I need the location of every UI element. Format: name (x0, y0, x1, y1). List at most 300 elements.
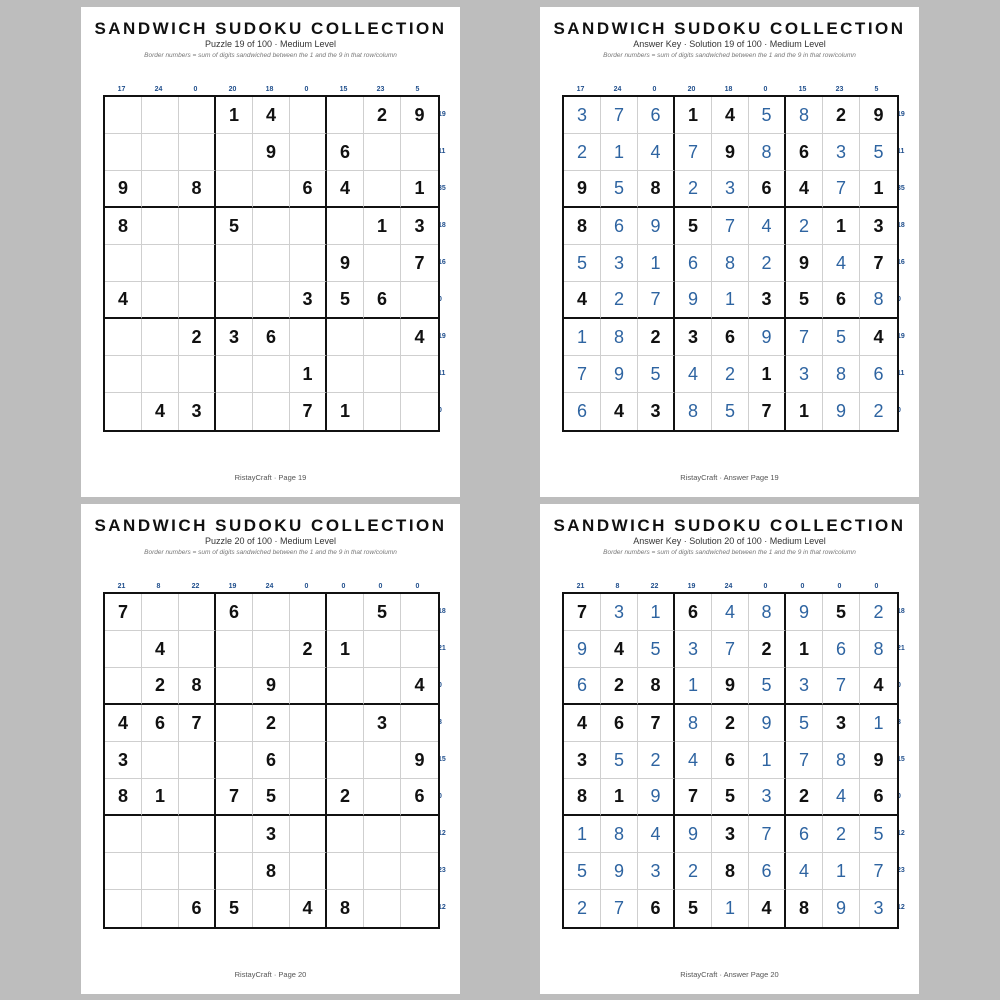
given-cell: 3 (638, 393, 675, 430)
given-cell: 8 (105, 208, 142, 245)
empty-cell (327, 853, 364, 890)
solution-cell: 3 (712, 171, 749, 208)
solution-cell: 3 (601, 594, 638, 631)
given-cell: 6 (364, 282, 401, 319)
solution-cell: 3 (675, 631, 712, 668)
given-cell: 4 (601, 393, 638, 430)
given-cell: 1 (823, 208, 860, 245)
given-cell: 8 (712, 853, 749, 890)
empty-cell (105, 356, 142, 393)
sudoku-grid (562, 592, 899, 929)
given-cell: 6 (712, 742, 749, 779)
empty-cell (327, 97, 364, 134)
empty-cell (105, 245, 142, 282)
given-cell: 2 (601, 668, 638, 705)
row-clue: 12 (897, 904, 905, 911)
empty-cell (179, 245, 216, 282)
column-clue: 0 (763, 86, 768, 93)
row-clue: 19 (897, 111, 905, 118)
column-clue: 0 (304, 583, 309, 590)
column-clue: 23 (835, 86, 844, 93)
empty-cell (401, 631, 438, 668)
solution-cell: 5 (786, 705, 823, 742)
given-cell: 7 (638, 705, 675, 742)
given-cell: 4 (142, 631, 179, 668)
solution-cell: 6 (675, 245, 712, 282)
empty-cell (142, 816, 179, 853)
solution-cell: 8 (786, 97, 823, 134)
empty-cell (401, 853, 438, 890)
given-cell: 2 (327, 779, 364, 816)
given-cell: 3 (253, 816, 290, 853)
empty-cell (216, 668, 253, 705)
row-clue: 0 (438, 793, 442, 800)
empty-cell (327, 319, 364, 356)
column-clue: 22 (650, 583, 659, 590)
solution-cell: 9 (749, 705, 786, 742)
row-clue: 19 (438, 333, 446, 340)
given-cell: 6 (786, 134, 823, 171)
given-cell: 6 (712, 319, 749, 356)
empty-cell (142, 134, 179, 171)
empty-cell (290, 319, 327, 356)
page-footer: RistayCraft · Answer Page 20 (680, 970, 779, 979)
empty-cell (105, 631, 142, 668)
solution-cell: 8 (860, 631, 897, 668)
row-clue: 0 (438, 682, 442, 689)
page-title: SANDWICH SUDOKU COLLECTION (553, 516, 906, 535)
given-cell: 1 (401, 171, 438, 208)
solution-cell: 7 (786, 319, 823, 356)
empty-cell (105, 668, 142, 705)
empty-cell (401, 393, 438, 430)
empty-cell (364, 245, 401, 282)
solution-cell: 3 (638, 853, 675, 890)
given-cell: 3 (749, 282, 786, 319)
empty-cell (142, 208, 179, 245)
solution-cell: 4 (638, 816, 675, 853)
given-cell: 2 (179, 319, 216, 356)
solution-cell: 6 (601, 208, 638, 245)
empty-cell (179, 134, 216, 171)
empty-cell (179, 631, 216, 668)
column-clue: 0 (341, 583, 346, 590)
solution-cell: 6 (564, 393, 601, 430)
row-clue: 11 (438, 370, 446, 377)
empty-cell (364, 631, 401, 668)
row-clue: 21 (897, 645, 905, 652)
empty-cell (253, 890, 290, 927)
empty-cell (216, 134, 253, 171)
row-clue: 21 (438, 645, 446, 652)
given-cell: 6 (253, 742, 290, 779)
solution-cell: 9 (638, 779, 675, 816)
given-cell: 7 (105, 594, 142, 631)
solution-cell: 9 (675, 282, 712, 319)
row-clue: 8 (438, 719, 442, 726)
empty-cell (179, 742, 216, 779)
empty-cell (216, 171, 253, 208)
solution-cell: 5 (823, 319, 860, 356)
empty-cell (364, 816, 401, 853)
given-cell: 8 (179, 668, 216, 705)
given-cell: 2 (364, 97, 401, 134)
solution-cell: 6 (860, 356, 897, 393)
given-cell: 5 (675, 890, 712, 927)
given-cell: 3 (216, 319, 253, 356)
empty-cell (401, 890, 438, 927)
row-clue: 12 (897, 830, 905, 837)
row-clue: 18 (897, 608, 905, 615)
given-cell: 6 (823, 282, 860, 319)
empty-cell (179, 853, 216, 890)
given-cell: 4 (860, 319, 897, 356)
solution-cell: 1 (860, 705, 897, 742)
given-cell: 1 (327, 393, 364, 430)
solution-cell: 7 (712, 208, 749, 245)
solution-cell: 5 (601, 171, 638, 208)
empty-cell (216, 853, 253, 890)
empty-cell (290, 97, 327, 134)
solution-cell: 7 (601, 97, 638, 134)
given-cell: 9 (401, 97, 438, 134)
solution-cell: 6 (786, 816, 823, 853)
row-clue: 18 (897, 222, 905, 229)
given-cell: 8 (564, 208, 601, 245)
row-clue: 0 (438, 407, 442, 414)
empty-cell (216, 356, 253, 393)
given-cell: 8 (105, 779, 142, 816)
given-cell: 3 (860, 208, 897, 245)
empty-cell (401, 282, 438, 319)
solution-cell: 7 (823, 171, 860, 208)
given-cell: 5 (364, 594, 401, 631)
empty-cell (253, 356, 290, 393)
given-cell: 4 (564, 705, 601, 742)
solution-cell: 3 (749, 779, 786, 816)
empty-cell (105, 853, 142, 890)
empty-cell (179, 97, 216, 134)
column-clue: 19 (228, 583, 237, 590)
given-cell: 2 (290, 631, 327, 668)
row-clue: 18 (438, 608, 446, 615)
given-cell: 3 (823, 705, 860, 742)
empty-cell (142, 594, 179, 631)
solution-cell: 1 (601, 134, 638, 171)
empty-cell (327, 705, 364, 742)
given-cell: 4 (601, 631, 638, 668)
solution-cell: 3 (601, 245, 638, 282)
column-clue: 0 (652, 86, 657, 93)
empty-cell (179, 594, 216, 631)
row-clue: 11 (897, 148, 905, 155)
solution-cell: 9 (564, 631, 601, 668)
empty-cell (253, 631, 290, 668)
solution-cell: 5 (638, 631, 675, 668)
sudoku-grid (103, 592, 440, 929)
solution-cell: 8 (749, 594, 786, 631)
empty-cell (327, 208, 364, 245)
given-cell: 1 (675, 97, 712, 134)
given-cell: 9 (253, 134, 290, 171)
given-cell: 4 (564, 282, 601, 319)
given-cell: 4 (712, 97, 749, 134)
solution-cell: 6 (823, 631, 860, 668)
row-clue: 19 (897, 333, 905, 340)
solution-cell: 5 (564, 853, 601, 890)
given-cell: 3 (564, 742, 601, 779)
solution-cell: 7 (601, 890, 638, 927)
given-cell: 9 (564, 171, 601, 208)
empty-cell (142, 356, 179, 393)
empty-cell (401, 356, 438, 393)
empty-cell (216, 282, 253, 319)
solution-cell: 1 (638, 594, 675, 631)
solution-cell: 1 (749, 742, 786, 779)
solution-cell: 1 (564, 319, 601, 356)
column-clue: 21 (576, 583, 585, 590)
empty-cell (364, 319, 401, 356)
empty-cell (290, 245, 327, 282)
column-clue: 5 (415, 86, 420, 93)
empty-cell (364, 890, 401, 927)
empty-cell (253, 393, 290, 430)
empty-cell (327, 594, 364, 631)
solution-cell: 9 (786, 594, 823, 631)
solution-cell: 6 (564, 668, 601, 705)
page-subtitle: Puzzle 20 of 100 · Medium Level (204, 536, 337, 546)
column-clue: 8 (615, 583, 620, 590)
row-clues (438, 96, 458, 429)
empty-cell (327, 816, 364, 853)
empty-cell (290, 594, 327, 631)
column-clue: 24 (265, 583, 274, 590)
solution-cell: 9 (601, 356, 638, 393)
empty-cell (216, 393, 253, 430)
given-cell: 6 (860, 779, 897, 816)
rules-note: Border numbers = sum of digits sandwiched between the 1 and the 9 in that row/column (144, 52, 397, 59)
given-cell: 2 (638, 319, 675, 356)
empty-cell (327, 356, 364, 393)
solution-cell: 8 (712, 245, 749, 282)
empty-cell (216, 742, 253, 779)
row-clue: 0 (438, 296, 442, 303)
empty-cell (105, 134, 142, 171)
solution-cell: 1 (712, 890, 749, 927)
empty-cell (179, 208, 216, 245)
column-clue: 23 (376, 86, 385, 93)
solution-cell: 7 (823, 668, 860, 705)
column-clue: 24 (613, 86, 622, 93)
empty-cell (105, 890, 142, 927)
solution-cell: 4 (675, 356, 712, 393)
rules-note: Border numbers = sum of digits sandwiched between the 1 and the 9 in that row/column (603, 549, 856, 556)
page-title: SANDWICH SUDOKU COLLECTION (94, 19, 447, 38)
empty-cell (105, 319, 142, 356)
solution-cell: 8 (601, 319, 638, 356)
solution-cell: 3 (786, 668, 823, 705)
solution-cell: 1 (712, 282, 749, 319)
page-subtitle: Answer Key · Solution 19 of 100 · Medium Level (633, 39, 826, 49)
empty-cell (253, 245, 290, 282)
row-clue: 12 (438, 830, 446, 837)
empty-cell (142, 171, 179, 208)
empty-cell (364, 742, 401, 779)
row-clue: 0 (897, 296, 901, 303)
empty-cell (364, 134, 401, 171)
column-clue: 0 (378, 583, 383, 590)
solution-cell: 8 (749, 134, 786, 171)
given-cell: 8 (638, 171, 675, 208)
column-clue: 22 (191, 583, 200, 590)
solution-cell: 8 (675, 705, 712, 742)
solution-cell: 2 (638, 742, 675, 779)
solution-cell: 4 (675, 742, 712, 779)
solution-cell: 5 (564, 245, 601, 282)
given-cell: 3 (105, 742, 142, 779)
given-cell: 3 (675, 319, 712, 356)
given-cell: 6 (638, 890, 675, 927)
sudoku-grid (562, 95, 899, 432)
empty-cell (290, 134, 327, 171)
column-clue: 18 (724, 86, 733, 93)
given-cell: 3 (712, 816, 749, 853)
column-clue: 17 (576, 86, 585, 93)
given-cell: 8 (786, 890, 823, 927)
empty-cell (327, 742, 364, 779)
solution-cell: 9 (638, 208, 675, 245)
row-clue: 12 (438, 904, 446, 911)
given-cell: 3 (290, 282, 327, 319)
given-cell: 9 (253, 668, 290, 705)
column-clue: 15 (798, 86, 807, 93)
solution-cell: 8 (860, 282, 897, 319)
given-cell: 6 (601, 705, 638, 742)
row-clue: 23 (438, 867, 446, 874)
solution-cell: 7 (749, 816, 786, 853)
solution-cell: 8 (601, 816, 638, 853)
empty-cell (142, 742, 179, 779)
solution-cell: 7 (564, 356, 601, 393)
given-cell: 8 (253, 853, 290, 890)
column-clue: 24 (154, 86, 163, 93)
page-title: SANDWICH SUDOKU COLLECTION (94, 516, 447, 535)
row-clue: 16 (438, 259, 446, 266)
given-cell: 6 (142, 705, 179, 742)
given-cell: 6 (749, 171, 786, 208)
column-clue: 15 (339, 86, 348, 93)
given-cell: 5 (823, 594, 860, 631)
row-clue: 8 (897, 719, 901, 726)
given-cell: 7 (290, 393, 327, 430)
given-cell: 1 (749, 356, 786, 393)
given-cell: 4 (749, 890, 786, 927)
empty-cell (364, 779, 401, 816)
given-cell: 7 (749, 393, 786, 430)
solution-cell: 4 (638, 134, 675, 171)
solution-cell: 5 (749, 668, 786, 705)
column-clue: 24 (724, 583, 733, 590)
solution-cell: 6 (749, 853, 786, 890)
empty-cell (327, 668, 364, 705)
given-cell: 1 (364, 208, 401, 245)
page-footer: RistayCraft · Page 20 (234, 970, 307, 979)
column-clue: 5 (874, 86, 879, 93)
given-cell: 2 (823, 97, 860, 134)
solution-cell: 2 (860, 594, 897, 631)
solution-cell: 5 (860, 134, 897, 171)
given-cell: 5 (786, 282, 823, 319)
given-cell: 7 (216, 779, 253, 816)
empty-cell (105, 97, 142, 134)
empty-cell (401, 134, 438, 171)
solution-cell: 5 (860, 816, 897, 853)
empty-cell (290, 208, 327, 245)
row-clues (897, 593, 917, 926)
given-cell: 7 (860, 245, 897, 282)
given-cell: 9 (105, 171, 142, 208)
row-clue: 0 (897, 682, 901, 689)
column-clue: 0 (837, 583, 842, 590)
column-clue: 0 (874, 583, 879, 590)
row-clue: 0 (897, 793, 901, 800)
solution-cell: 4 (786, 853, 823, 890)
row-clue: 23 (897, 867, 905, 874)
given-cell: 4 (253, 97, 290, 134)
answer-page-20 (540, 504, 919, 994)
solution-cell: 2 (786, 208, 823, 245)
solution-cell: 8 (675, 393, 712, 430)
column-clue: 18 (265, 86, 274, 93)
solution-cell: 1 (638, 245, 675, 282)
empty-cell (142, 282, 179, 319)
column-clue: 0 (415, 583, 420, 590)
solution-cell: 2 (873, 401, 884, 421)
solution-cell: 5 (749, 97, 786, 134)
column-clue: 17 (117, 86, 126, 93)
given-cell: 5 (253, 779, 290, 816)
given-cell: 2 (749, 631, 786, 668)
solution-cell: 3 (873, 898, 884, 918)
empty-cell (179, 282, 216, 319)
solution-cell: 4 (749, 208, 786, 245)
given-cell: 9 (401, 742, 438, 779)
given-cell: 7 (564, 594, 601, 631)
solution-cell: 2 (564, 890, 601, 927)
empty-cell (290, 853, 327, 890)
given-cell: 9 (712, 134, 749, 171)
empty-cell (364, 393, 401, 430)
row-clue: 15 (897, 756, 905, 763)
solution-cell: 7 (712, 631, 749, 668)
solution-cell: 9 (675, 816, 712, 853)
given-cell: 9 (712, 668, 749, 705)
solution-cell: 4 (823, 779, 860, 816)
solution-cell: 2 (675, 853, 712, 890)
column-clue: 19 (687, 583, 696, 590)
empty-cell (401, 816, 438, 853)
solution-cell: 2 (749, 245, 786, 282)
empty-cell (290, 779, 327, 816)
page-footer: RistayCraft · Page 19 (234, 473, 307, 482)
column-clue: 0 (304, 86, 309, 93)
page-title: SANDWICH SUDOKU COLLECTION (553, 19, 906, 38)
solution-cell: 8 (823, 356, 860, 393)
given-cell: 7 (675, 779, 712, 816)
given-cell: 1 (142, 779, 179, 816)
solution-cell: 7 (786, 742, 823, 779)
empty-cell (216, 245, 253, 282)
